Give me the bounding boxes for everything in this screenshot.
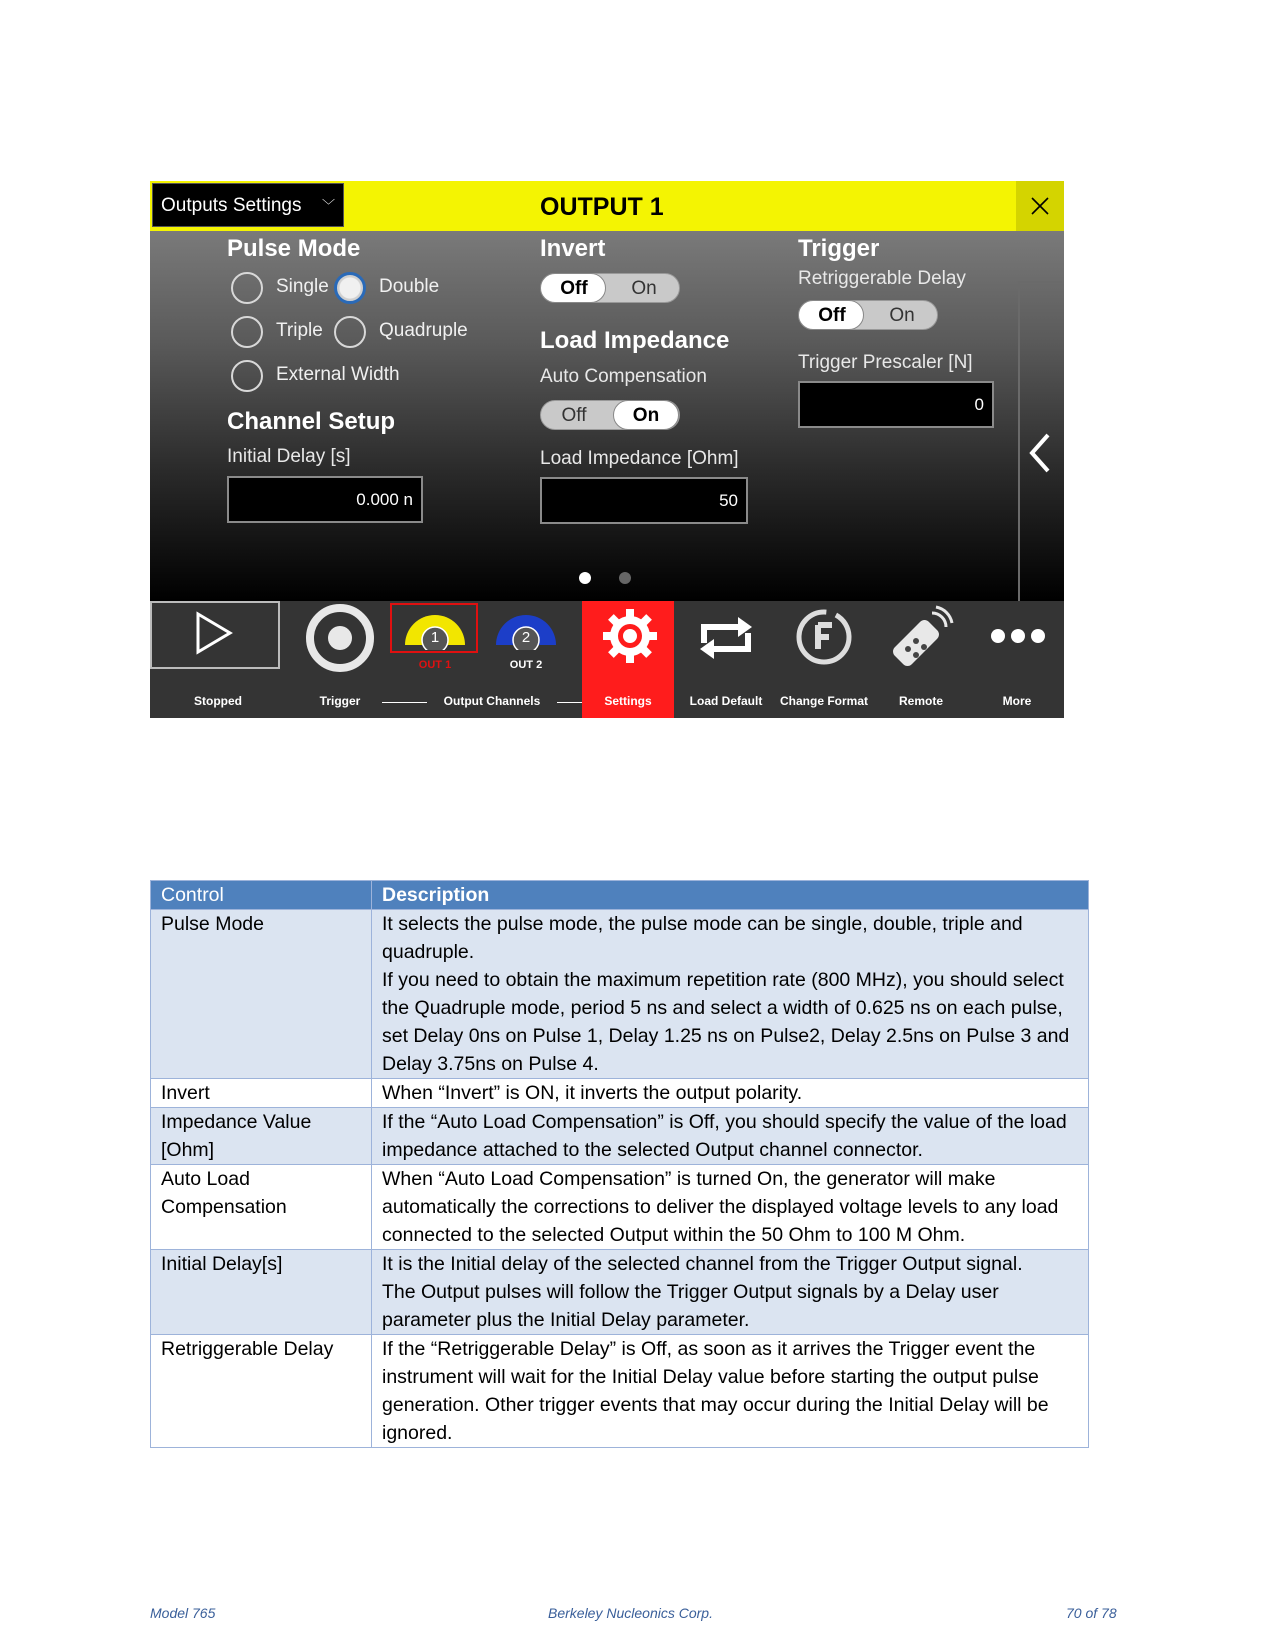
row-description	[372, 1335, 1089, 1448]
table-header-row	[151, 881, 1089, 910]
table-row	[151, 1165, 1089, 1250]
format-icon	[794, 607, 854, 667]
radio-triple-label: Triple	[276, 320, 323, 341]
settings-button[interactable]	[580, 601, 676, 718]
title-bar	[150, 181, 1064, 231]
row-control: Pulse Mode	[151, 910, 372, 1079]
description-paragraph: The Output pulses will follow the Trigger Output signals by a Delay user parameter plus the Initial Delay parameter.	[382, 1281, 999, 1331]
channel-setup-heading: Channel Setup	[227, 408, 396, 435]
description-paragraph: When “Auto Load Compensation” is turned On, the generator will make automatically the corrections to deliver the displayed voltage levels to any load connected to the selected Output within the 50 Ohm to 100 M Ohm.	[382, 1168, 1059, 1246]
row-description	[372, 1165, 1089, 1250]
auto-comp-off-label: Off	[561, 405, 587, 426]
row-control: Invert	[151, 1079, 372, 1108]
invert-off-label: Off	[560, 278, 588, 299]
radio-double[interactable]	[334, 272, 366, 304]
load-default-label: Load Default	[689, 694, 763, 708]
row-control: Impedance Value [Ohm]	[151, 1108, 372, 1165]
controls-table	[150, 880, 1089, 1448]
retrig-off-label: Off	[818, 305, 846, 326]
play-button-frame	[150, 601, 280, 669]
retriggerable-delay-label: Retriggerable Delay	[798, 268, 966, 289]
radio-single-label: Single	[276, 276, 329, 297]
radio-external-width-label: External Width	[276, 364, 400, 385]
page-dot[interactable]	[619, 572, 631, 584]
auto-compensation-toggle[interactable]	[540, 400, 680, 430]
row-control: Initial Delay[s]	[151, 1250, 372, 1335]
repeat-icon	[694, 613, 758, 663]
table-row	[151, 1335, 1089, 1448]
remote-button[interactable]	[872, 601, 970, 718]
invert-heading: Invert	[540, 235, 606, 262]
trigger-prescaler-input[interactable]: 0	[798, 381, 994, 428]
table-row	[151, 1079, 1089, 1108]
pulse-mode-heading: Pulse Mode	[227, 235, 361, 262]
radio-quadruple[interactable]	[334, 316, 366, 348]
table-row	[151, 1108, 1089, 1165]
side-drawer-handle[interactable]	[1018, 281, 1062, 605]
stopped-button[interactable]	[150, 601, 286, 718]
row-description	[372, 1079, 1089, 1108]
description-paragraph: When “Invert” is ON, it inverts the output polarity.	[382, 1082, 803, 1104]
description-paragraph: It selects the pulse mode, the pulse mode can be single, double, triple and quadruple.	[382, 913, 1023, 963]
remote-label: Remote	[898, 694, 943, 708]
device-screenshot	[150, 181, 1064, 718]
table-row	[151, 910, 1089, 1079]
row-description	[372, 1250, 1089, 1335]
out1-number: 1	[430, 629, 440, 646]
row-control: Retriggerable Delay	[151, 1335, 372, 1448]
load-impedance-value-label: Load Impedance [Ohm]	[540, 448, 739, 469]
trigger-button[interactable]	[286, 601, 394, 718]
remote-icon	[886, 603, 956, 669]
description-paragraph: If the “Auto Load Compensation” is Off, you should specify the value of the load impedance attached to the selected Output channel connector.	[382, 1111, 1067, 1161]
settings-panel	[150, 231, 1064, 601]
output-channels-label: Output Channels	[443, 694, 541, 708]
page-dot-active[interactable]	[579, 572, 591, 584]
radio-external-width[interactable]	[231, 360, 263, 392]
settings-menu-label: Outputs Settings	[161, 195, 302, 216]
load-impedance-input[interactable]: 50	[540, 477, 748, 524]
auto-compensation-label: Auto Compensation	[540, 366, 707, 387]
row-description	[372, 1108, 1089, 1165]
table-header-control: Control	[151, 881, 372, 910]
description-paragraph: It is the Initial delay of the selected channel from the Trigger Output signal.	[382, 1253, 1023, 1275]
out2-label: OUT 2	[509, 659, 543, 671]
description-paragraph: If you need to obtain the maximum repetition rate (800 MHz), you should select the Quadruple mode, period 5 ns and select a width of 0.625 ns on each pulse, set Delay 0ns on Pulse 1, Delay 1.25 ns on Pulse2, Delay 2.5ns on Pulse 3 and Delay 3.75ns on Pulse 4.	[382, 969, 1070, 1075]
footer-page-number: 70 of 78	[1066, 1605, 1117, 1621]
page-title: OUTPUT 1	[540, 193, 664, 221]
initial-delay-input[interactable]: 0.000 n	[227, 476, 423, 523]
more-label: More	[1002, 694, 1032, 708]
trigger-icon	[305, 603, 375, 673]
footer-model: Model 765	[150, 1605, 216, 1621]
invert-on-label: On	[631, 278, 657, 299]
settings-label: Settings	[604, 694, 652, 708]
out2-number: 2	[521, 629, 531, 646]
table-row	[151, 1250, 1089, 1335]
load-impedance-heading: Load Impedance	[540, 327, 730, 354]
trigger-heading: Trigger	[798, 235, 880, 262]
change-format-button[interactable]	[776, 601, 872, 718]
close-icon	[1030, 196, 1050, 216]
play-icon	[150, 599, 278, 667]
settings-menu-dropdown[interactable]	[152, 183, 344, 227]
radio-triple[interactable]	[231, 316, 263, 348]
auto-comp-on-label: On	[632, 405, 660, 426]
load-default-button[interactable]	[676, 601, 776, 718]
trigger-label: Trigger	[319, 694, 361, 708]
radio-quadruple-label: Quadruple	[379, 320, 468, 341]
description-paragraph: If the “Retriggerable Delay” is Off, as soon as it arrives the Trigger event the instrument will wait for the Initial Delay value before starting the output pulse generation. Other trigger events that may occur during the Initial Delay will be ignored.	[382, 1338, 1049, 1444]
change-format-label: Change Format	[779, 694, 868, 708]
more-icon	[988, 626, 1048, 646]
bottom-toolbar	[150, 601, 1064, 718]
table-header-description: Description	[372, 881, 1089, 910]
close-button[interactable]	[1016, 181, 1064, 231]
radio-single[interactable]	[231, 272, 263, 304]
retrig-on-label: On	[889, 305, 915, 326]
row-control: Auto Load Compensation	[151, 1165, 372, 1250]
gear-icon	[600, 606, 660, 666]
footer-company: Berkeley Nucleonics Corp.	[548, 1605, 713, 1621]
stopped-label: Stopped	[194, 694, 242, 708]
chevron-down-icon: ﹀	[321, 198, 335, 213]
chevron-left-icon	[1028, 433, 1052, 473]
more-button[interactable]	[970, 601, 1064, 718]
initial-delay-label: Initial Delay [s]	[227, 446, 351, 467]
invert-toggle[interactable]	[540, 273, 680, 303]
retriggerable-delay-toggle[interactable]	[798, 300, 938, 330]
out1-label: OUT 1	[418, 659, 452, 671]
row-description	[372, 910, 1089, 1079]
trigger-prescaler-label: Trigger Prescaler [N]	[798, 352, 973, 373]
radio-double-label: Double	[379, 276, 440, 297]
